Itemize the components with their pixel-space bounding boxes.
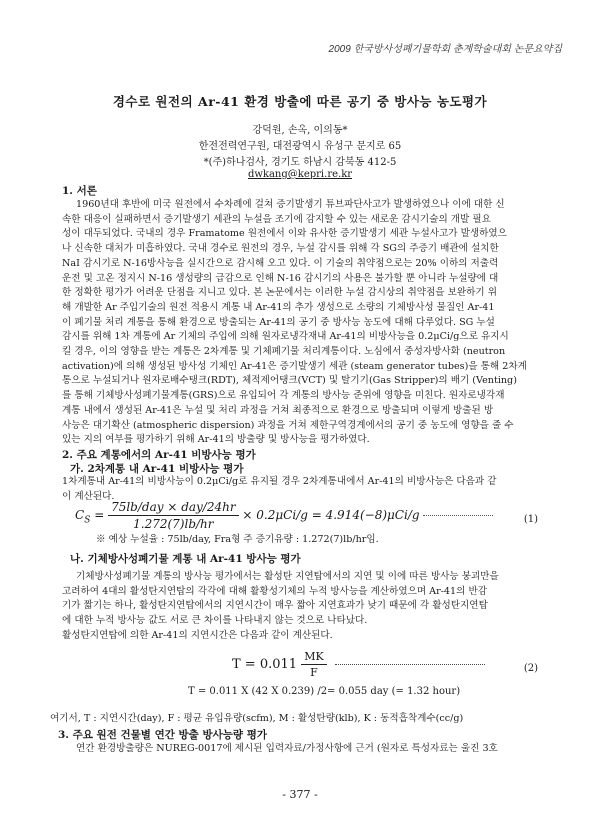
eq1-lhs: C [75,508,85,522]
section-2b-heading: 나. 기체방사성폐기물 계통 내 Ar-41 방사능 평가 [70,553,301,565]
running-header: 2009 한국방사성폐기물학회 춘계학술대회 논문요약집 [328,44,562,55]
body-line: 연간 환경방출량은 NUREG-0017에 제시된 입력자료/가정사항에 근거 (원자로 특성자료는 울진 3호 [76,743,498,754]
eq1-fraction [108,500,239,531]
body-line: 를 통해 기체방사성폐기물계통(GRS)으로 유입되어 각 계통의 방사능 준위에 영향을 미친다. 원자로냉각재 [62,390,505,402]
body-line: 해 개발한 Ar 주입기술의 원전 적용시 계통 내 Ar-41의 추가 생성으로 소량의 기체방사성 물질인 Ar-41 [62,301,495,313]
eq1-denominator: 1.272(7)lb/hr [133,517,214,531]
body-line: 사능은 대기확산 (atmospheric dispersion) 과정을 거쳐 제한구역경계에서의 공기 중 농도에 영향을 줄 수 [62,419,514,431]
eq2-calculation: T = 0.011 X (42 X 0.239) /2= 0.055 day (= 1.32 hour) [188,686,461,697]
eq2-lhs: T = 0.011 [232,657,298,672]
body-line: 1차계통내 Ar-41의 비방사능이 0.2μCi/g로 유지될 경우 2차계통내에서 Ar-41의 비방사능은 다음과 같 [62,476,497,487]
body-line: 성이 대두되었다. 국내의 경우 Framatome 원전에서 이와 유사한 증기발생기 세관 누설사고가 발생하였으 [62,228,507,240]
email-link[interactable]: dwkang@kepri.re.kr [247,169,353,180]
authors: 강덕원, 손옥, 이의동* [252,125,348,136]
section-3-heading: 3. 주요 원전 건물별 연간 방출 방사능량 평가 [58,729,267,741]
eq2-number: (2) [523,663,538,674]
body-line: 킬 경우, 이의 영향을 받는 계통은 2차계통 및 기체폐기물 처리계통이다. 노심에서 중성자방사화 (neutron [62,346,506,358]
variable-definitions: 여기서, T : 지연시간(day), F : 평균 유입유량(scfm), M : 활성탄량(klb), K : 동적흡착계수(cc/g) [50,713,464,724]
eq2-denominator: F [310,666,318,679]
affiliation-1: 한전전력연구원, 대전광역시 유성구 문지로 65 [198,141,402,152]
eq1-lhs-sub: S [84,515,91,526]
body-line: 에 대한 누적 방사능 값도 서로 큰 차이를 나타내지 않는 것으로 나타났다. [62,615,368,627]
body-line: activation)에 의해 생성된 방사성 기체인 Ar-41은 증기발생기 세관 (steam generator tubes)을 통해 2차계 [62,360,527,372]
body-line: 감시를 위해 1차 계통에 Ar 기체의 주입에 의해 원자로냉각재내 Ar-41의 비방사능을 0.2μCi/g으로 유지시 [62,331,509,343]
equation-2 [232,650,540,690]
eq1-note: ※ 예상 누설율 : 75lb/day, Fra형 주 증기유량 : 1.272(7)lb/hr임. [96,534,379,545]
body-line: 기체방사성폐기물 계통의 방사능 평가에서는 활성탄 지연탑에서의 지연 및 이에 따른 방사능 붕괴만을 [76,571,499,582]
eq1-rhs: × 0.2μCi/g = 4.914(−8)μCi/g [242,508,420,522]
body-line: 나 신속한 대처가 미흡하였다. 국내 경수로 원전의 경우, 누설 감시를 위해 각 SG의 주증기 배관에 설치한 [62,243,499,255]
email [0,169,600,180]
body-line: 속한 대응이 실패하면서 증기발생기 세관의 누설을 조기에 감지할 수 있는 새로운 감시기술의 개발 필요 [62,213,491,225]
body-line: 활성탄지연탑에 의한 Ar-41의 지연시간은 다음과 같이 계산된다. [62,629,333,641]
body-line: 한 정확한 평가가 어려운 단점을 지니고 있다. 본 논문에서는 이러한 누설 감시상의 취약점을 보완하기 위 [62,287,497,299]
section-2a-heading: 가. 2차계통 내 Ar-41 비방사능 평가 [70,463,244,475]
eq1-numerator: 75lb/day × day/24hr [108,500,239,516]
body-line: 기가 짧기는 하나, 활성탄지연탑에서의 지연시간이 매우 짧아 지연효과가 낮기 때문에 각 활성탄지연탑 [62,600,488,612]
eq2-fraction [301,650,326,679]
equation-1: $C_S$ = $\frac{\text{75lb/day × day/24hr}}{1.272(7)lb/hr}$ × 0.2μCi/g = 4.914(−8)μCi/g (1) [75,500,538,531]
body-line: NaI 감시기로 N-16방사능을 실시간으로 감시해 오고 있다. 이 기술의 취약점으로는 20% 이하의 저출력 [62,257,499,269]
body-line: 1960년대 후반에 미국 원전에서 수차례에 걸쳐 증기발생기 튜브파단사고가 발생하였으나 이에 대한 신 [76,199,505,210]
body-line: 고려하여 4대의 활성탄지연탑의 각각에 대해 활황성기체의 누적 방사능을 계산하였으며 Ar-41의 반감 [62,585,487,597]
paper-title: 경수로 원전의 Ar-41 환경 방출에 따른 공기 중 방사능 농도평가 [112,94,488,109]
eq2-numerator: MK [301,650,326,665]
section-2-heading: 2. 주요 계통에서의 Ar-41 비방사능 평가 [62,449,256,461]
section-3-body [62,742,540,757]
eq1-number: (1) [523,514,538,525]
body-line: 있는 지의 여부를 평가하기 위해 Ar-41의 방출량 및 방사능을 평가하였다. [62,434,370,446]
body-line: 운전 및 고온 정지시 N-16 생성량의 급감으로 인해 N-16 감시기의 사용은 불가할 뿐 아니라 누설량에 대 [62,272,499,284]
body-line: 이 폐기물 처리 계통을 통해 환경으로 방출되는 Ar-41의 공기 중 방사능 농도에 대해 다루었다. SG 누설 [62,316,495,328]
section-1-heading: 1. 서론 [62,185,97,197]
body-line: 이 계산된다. [62,490,115,502]
page-number: - 377 - [282,788,318,801]
body-line: 통으로 누설되거나 원자로배수탱크(RDT), 체적제어탱크(VCT) 및 탈기기(Gas Stripper)의 배기 (Venting) [62,375,517,387]
affiliation-2: *(주)하나검사, 경기도 하남시 감북동 412-5 [203,157,397,168]
section-1-body [62,198,540,448]
body-line: 계통 내에서 생성된 Ar-41은 누설 및 처리 과정을 거쳐 최종적으로 환경으로 방출되며 이렇게 방출된 방 [62,404,494,416]
section-2b-body [62,570,540,644]
